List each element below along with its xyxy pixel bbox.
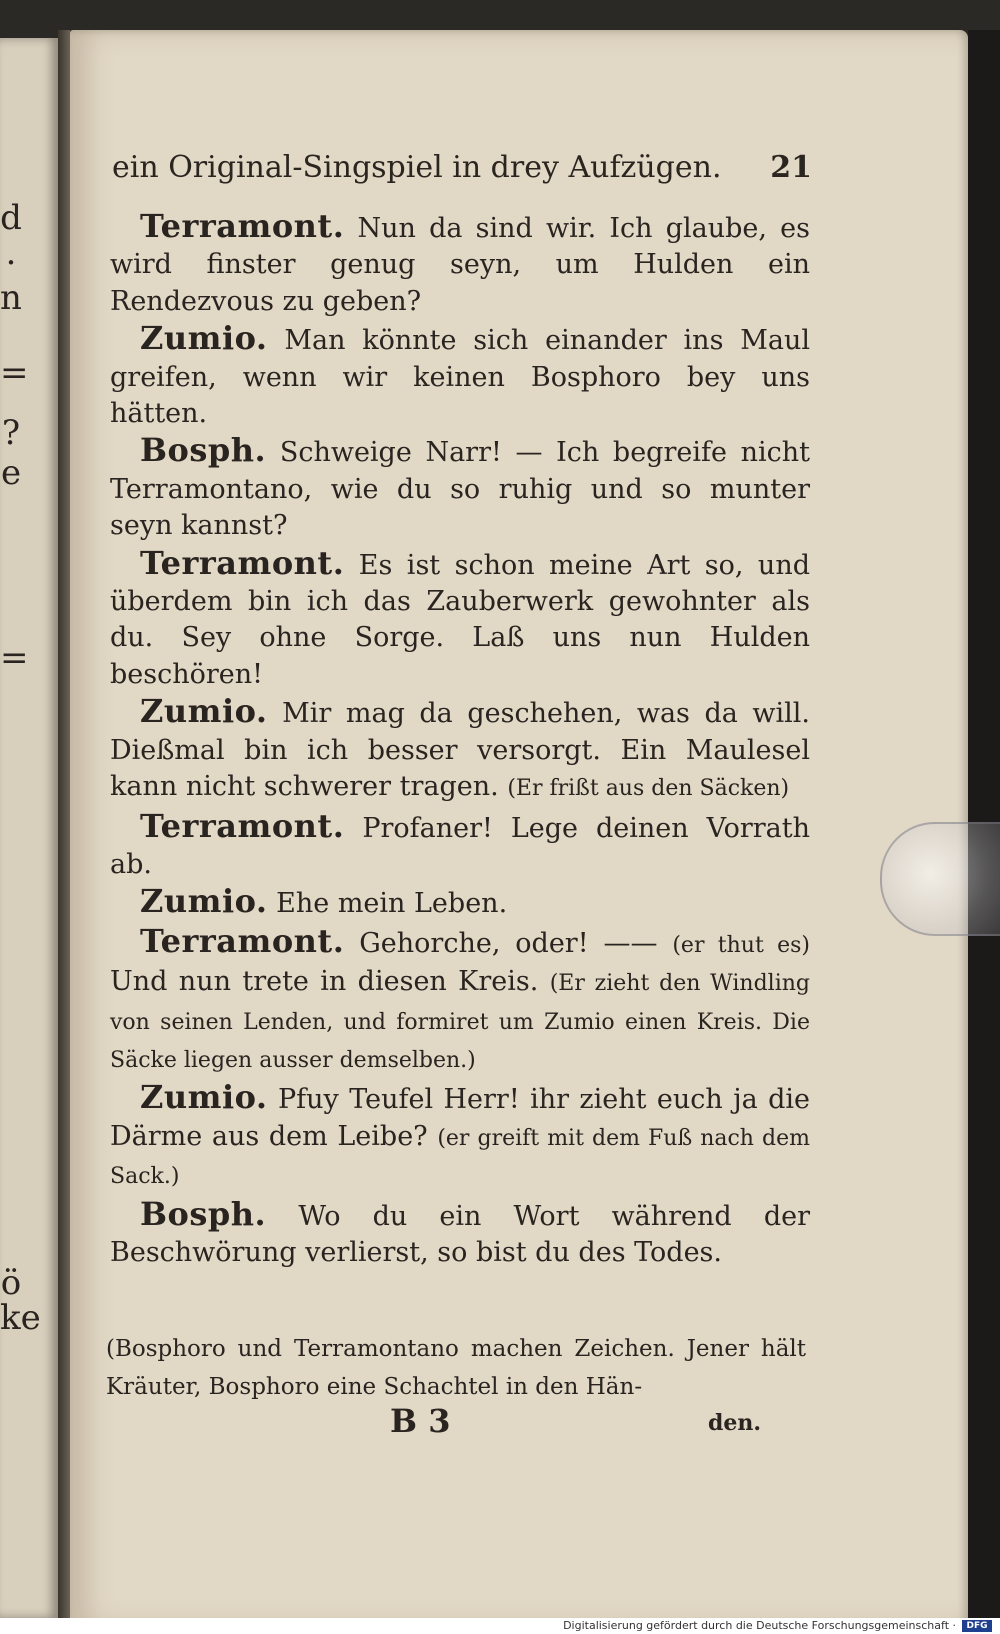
dialogue-paragraph [110,320,810,432]
dialogue-paragraph [110,432,810,544]
dialogue-text: Schweige Narr! — Ich begreife nicht Terramontano, wie du so ruhig und so munter seyn kannst? [110,437,810,542]
speaker-name: Terramont. [140,806,345,845]
left-fragment: ke [0,1298,41,1338]
inline-stage-direction: (er thut es) [672,932,810,958]
left-fragment: ö [0,1263,22,1303]
left-page-edge [0,38,58,1618]
speaker-name: Bosph. [140,431,267,470]
dialogue-text: Nun da sind wir. Ich glaube, es wird finster genug seyn, um Hulden ein Rendezvous zu geben? [110,213,810,317]
dialogue-paragraph [110,208,810,320]
speaker-name: Zumio. [140,1078,268,1117]
left-fragment: = [0,638,29,678]
speaker-name: Zumio. [140,319,268,358]
dialogue-paragraph [110,545,810,694]
dialogue-text: Ehe mein Leben. [276,888,508,920]
dialogue-text: Pfuy Teufel Herr! ihr zieht euch ja die Därme aus dem Leibe? [110,1084,810,1152]
speaker-name: Terramont. [140,921,345,960]
dialogue-text: Gehorche, oder! —— [359,927,658,959]
dialogue-body [110,208,810,1271]
left-fragment: ? [1,413,21,453]
running-header [112,150,812,206]
signature-mark: B 3 [390,1402,451,1440]
dialogue-text: Mir mag da geschehen, was da will. Dießmal bin ich besser versorgt. Ein Maulesel kann nicht schwerer tragen. [110,698,810,803]
speaker-name: Bosph. [140,1194,267,1233]
book-gutter [58,30,70,1626]
dialogue-paragraph [110,1196,810,1272]
speaker-name: Terramont. [140,543,345,582]
inline-stage-direction: (Er zieht den Windling von seinen Lenden, und formiret um Zumio einen Kreis. Die Säcke liegen ausser demselben.) [110,971,811,1073]
page-clip [880,822,1000,936]
running-title: ein Original-Singspiel in drey Aufzügen. [112,150,722,185]
dialogue-text: Und nun trete in diesen Kreis. [110,966,539,998]
speaker-name: Terramont. [140,207,345,245]
dialogue-text: Man könnte sich einander ins Maul greifen, wenn wir keinen Bosphoro bey uns hätten. [110,325,810,430]
left-fragment: · [5,243,17,283]
left-fragment: e [0,453,22,493]
dfg-logo-icon: DFG [962,1620,992,1632]
left-fragment: = [0,353,29,393]
dialogue-paragraph [110,883,810,922]
stage-direction: (Bosphoro und Terramontano machen Zeichen. Jener hält Kräuter, Bosphoro eine Schachtel in den Hän- [106,1336,806,1400]
footer-credit: Digitalisierung gefördert durch die Deutsche Forschungsgemeinschaft · [563,1619,956,1632]
dialogue-paragraph [110,808,810,884]
left-fragment: n [0,278,22,318]
dialogue-text: Wo du ein Wort während der Beschwörung verlierst, so bist du des Todes. [110,1200,810,1268]
dialogue-paragraph [110,923,810,1080]
inline-stage-direction: (er greift mit dem Fuß nach dem Sack.) [110,1125,810,1190]
catchword: den. [708,1410,762,1436]
left-fragment: d [0,198,22,238]
dialogue-paragraph [110,1079,810,1195]
speaker-name: Zumio. [140,882,268,921]
dialogue-text: Es ist schon meine Art so, und überdem bin ich das Zauberwerk gewohnter als du. Sey ohne Sorge. Laß uns nun Hulden beschören! [110,549,810,690]
dialogue-text: Profaner! Lege deinen Vorrath ab. [110,812,810,880]
page-number: 21 [770,150,812,185]
digitization-footer [0,1618,1000,1634]
inline-stage-direction: (Er frißt aus den Säcken) [507,776,790,802]
speaker-name: Zumio. [140,692,268,731]
dialogue-paragraph [110,693,810,807]
